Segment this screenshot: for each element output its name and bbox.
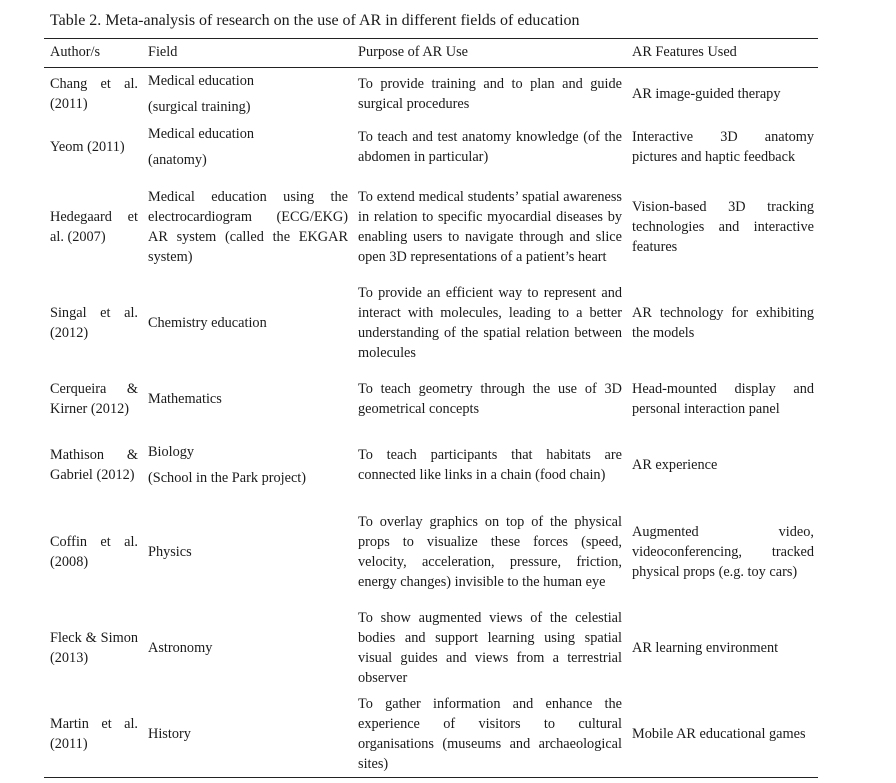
field-line: Astronomy: [148, 640, 213, 656]
cell-features: AR learning environment: [632, 640, 779, 656]
cell-field: [142, 499, 352, 606]
field-line: Physics: [148, 543, 192, 560]
cell-purpose: To show augmented views of the celestial bodies and support learning using spatial visual guides and views from a terrestrial observer: [358, 610, 622, 686]
cell-purpose: To extend medical students’ spatial awareness in relation to specific myocardial diseases by enabling users to navigate through and slice open 3D representations of a patient’s heart: [358, 188, 622, 265]
field-line: Chemistry education: [148, 315, 267, 331]
field-line: Medical education: [148, 125, 254, 142]
table-row: [44, 692, 818, 778]
cell-features: Head-mounted display and personal interaction panel: [632, 381, 814, 417]
field-line: History: [148, 725, 191, 742]
document-page: [44, 10, 818, 778]
cell-features: Mobile AR educational games: [626, 692, 818, 778]
cell-field: [142, 281, 352, 367]
table-row: [44, 606, 818, 692]
cell-author: Martin et al. (2011): [44, 692, 142, 778]
cell-purpose: To teach and test anatomy knowledge (of the abdomen in particular): [358, 128, 622, 165]
cell-field: [142, 606, 352, 692]
cell-purpose: To provide training and to plan and guide surgical procedures: [358, 75, 622, 112]
cell-author: Fleck & Simon (2013): [50, 630, 138, 666]
cell-features: AR technology for exhibiting the models: [632, 305, 814, 341]
cell-field: [142, 367, 352, 433]
cell-features: Vision-based 3D tracking technologies and interactive features: [632, 198, 814, 255]
cell-author: Coffin et al. (2008): [50, 533, 138, 570]
cell-author: Cerqueira & Kirner (2012): [50, 381, 138, 417]
table-row: [44, 68, 818, 121]
cell-field: [142, 692, 352, 778]
table-body: [44, 68, 818, 778]
field-line: Biology: [148, 444, 195, 460]
cell-field: [142, 433, 352, 499]
field-line: (surgical training): [148, 98, 251, 115]
cell-field: [142, 121, 352, 174]
table-row: [44, 499, 818, 606]
table-row: [44, 367, 818, 433]
cell-author: Hedegaard et al. (2007): [50, 208, 138, 245]
field-line: (School in the Park project): [148, 470, 307, 486]
header-purpose: Purpose of AR Use: [352, 39, 626, 68]
field-line: Medical education: [148, 72, 254, 89]
cell-field: [142, 68, 352, 121]
cell-purpose: To gather information and enhance the experience of visitors to cultural organisations (museums and archaeological sites): [352, 692, 626, 778]
table-row: [44, 174, 818, 281]
table-row: [44, 281, 818, 367]
table-row: [44, 121, 818, 174]
cell-purpose: To provide an efficient way to represent and interact with molecules, leading to a better understanding of the spatial relation between molecules: [358, 285, 622, 361]
cell-field: [142, 174, 352, 281]
cell-features: Augmented video, videoconferencing, tracked physical props (e.g. toy cars): [632, 523, 814, 580]
table-caption: Table 2. Meta-analysis of research on the use of AR in different fields of education: [50, 12, 580, 29]
table-row: [44, 433, 818, 499]
meta-analysis-table: [44, 38, 818, 778]
cell-author: Mathison & Gabriel (2012): [50, 447, 138, 483]
header-field: Field: [142, 39, 352, 68]
cell-purpose: To teach participants that habitats are connected like links in a chain (food chain): [358, 447, 622, 483]
cell-features: AR experience: [632, 457, 718, 473]
field-line: Mathematics: [148, 391, 222, 407]
cell-author: Chang et al. (2011): [50, 75, 138, 112]
header-features: AR Features Used: [626, 39, 818, 68]
cell-author: Yeom (2011): [50, 138, 125, 155]
cell-purpose: To teach geometry through the use of 3D geometrical concepts: [358, 381, 622, 417]
cell-features: AR image-guided therapy: [632, 85, 781, 102]
header-author: Author/s: [44, 39, 142, 68]
cell-features: Interactive 3D anatomy pictures and haptic feedback: [632, 128, 814, 165]
field-line: (anatomy): [148, 151, 207, 168]
table-header-row: [44, 39, 818, 68]
field-line: Medical education using the electrocardiogram (ECG/EKG) AR system (called the EKGAR system): [148, 188, 348, 265]
cell-author: Singal et al. (2012): [50, 305, 138, 341]
cell-purpose: To overlay graphics on top of the physical props to visualize these forces (speed, velocity, acceleration, pressure, friction, energy changes) invisible to the human eye: [358, 513, 622, 590]
